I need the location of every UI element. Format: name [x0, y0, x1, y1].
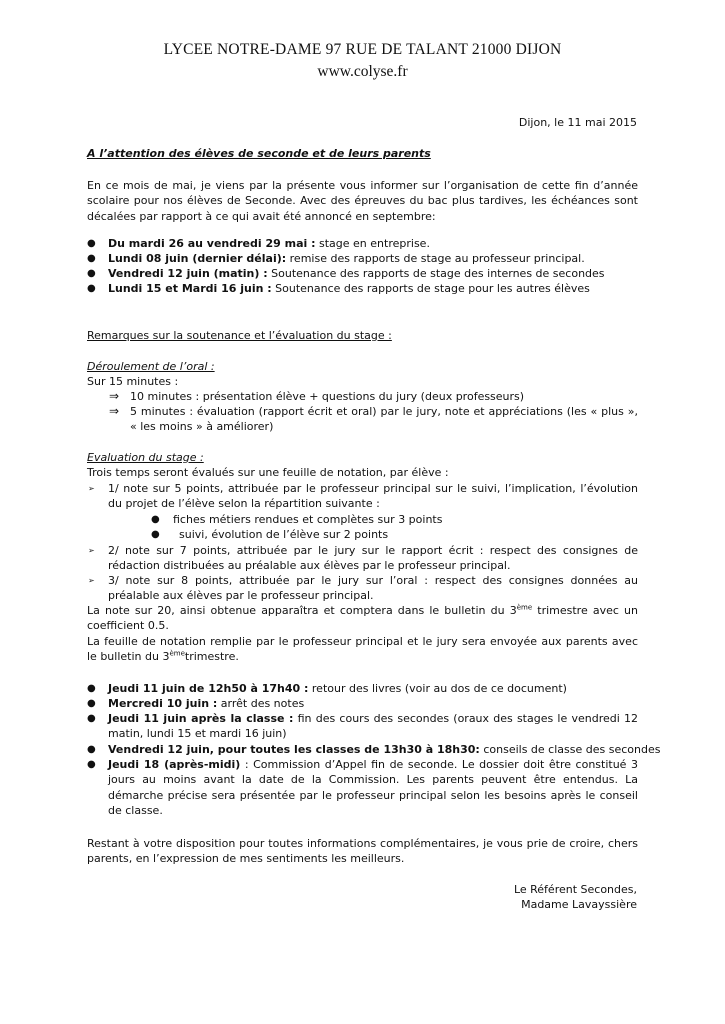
bullet-icon: ●: [87, 268, 96, 279]
bullet-icon: ●: [87, 713, 96, 724]
triangle-bullet-icon: ➢: [88, 484, 95, 493]
evaluation-item-1: 1/ note sur 5 points, attribuée par le professeur principal sur le suivi, l’implication, l’évolution du projet de l’élève selon la répartition suivante :: [108, 482, 638, 511]
list-item: Mercredi 10 juin : arrêt des notes: [108, 697, 305, 710]
list-item: Jeudi 11 juin après la classe : fin des cours des secondes (oraux des stages le vendredi 12 matin, lundi 15 et mardi 16 juin): [108, 712, 638, 741]
letter-subject: A l’attention des élèves de seconde et de leurs parents: [87, 147, 431, 160]
grade-sheet-note: La feuille de notation remplie par le professeur principal et le jury sera envoyée aux parents avec le bulletin du 3èmetrimestre.: [87, 635, 638, 664]
list-item: Du mardi 26 au vendredi 29 mai : stage en entreprise.: [108, 237, 430, 250]
bullet-icon: ●: [87, 253, 96, 264]
intro-paragraph: En ce mois de mai, je viens par la présente vous informer sur l’organisation de cette fin d’année scolaire pour nos élèves de Seconde. Avec des épreuves du bac plus tardives, les échéances sont décalées par rapport à ce qui avait été annoncé en septembre:: [87, 179, 638, 223]
list-item: Lundi 08 juin (dernier délai): remise des rapports de stage au professeur principal.: [108, 252, 585, 265]
bullet-icon: ●: [87, 683, 96, 694]
oral-item: 5 minutes : évaluation (rapport écrit et oral) par le jury, note et appréciations (les « plus », « les moins » à améliorer): [130, 405, 638, 434]
list-item: Jeudi 18 (après-midi) : Commission d’Appel fin de seconde. Le dossier doit être constitué 3 jours au moins avant la date de la Commission. Les parents peuvent être entendus. La démarche précise sera présentée par le professeur principal selon les besoins après le conseil de classe.: [108, 758, 638, 817]
bullet-icon: ●: [151, 514, 160, 525]
evaluation-heading: Evaluation du stage :: [87, 451, 204, 464]
arrow-right-icon: ⇒: [109, 389, 120, 403]
bullet-icon: ●: [151, 529, 160, 540]
list-item: Lundi 15 et Mardi 16 juin : Soutenance des rapports de stage pour les autres élèves: [108, 282, 590, 295]
list-item: Vendredi 12 juin, pour toutes les classes de 13h30 à 18h30: conseils de classe des secondes: [108, 743, 661, 756]
oral-duration: Sur 15 minutes :: [87, 375, 179, 388]
bullet-icon: ●: [87, 238, 96, 249]
bullet-icon: ●: [87, 283, 96, 294]
signature-title: Le Référent Secondes,: [513, 883, 637, 896]
bullet-icon: ●: [87, 744, 96, 755]
remarks-heading: Remarques sur la soutenance et l’évaluation du stage :: [87, 329, 392, 342]
bullet-icon: ●: [87, 698, 96, 709]
evaluation-item-2: 2/ note sur 7 points, attribuée par le jury sur le rapport écrit : respect des consignes de rédaction distribuées au préalable aux élèves par le professeur principal.: [108, 544, 638, 573]
letter-date: Dijon, le 11 mai 2015: [518, 116, 637, 129]
triangle-bullet-icon: ➢: [88, 546, 95, 555]
bullet-icon: ●: [87, 759, 96, 770]
closing-paragraph: Restant à votre disposition pour toutes informations complémentaires, je vous prie de croire, chers parents, en l’expression de mes sentiments les meilleurs.: [87, 837, 638, 866]
oral-heading: Déroulement de l’oral :: [87, 360, 215, 373]
signature-name: Madame Lavayssière: [521, 898, 637, 911]
grade-note: La note sur 20, ainsi obtenue apparaîtra et comptera dans le bulletin du 3ème trimestre avec un coefficient 0.5.: [87, 603, 638, 633]
triangle-bullet-icon: ➢: [88, 576, 95, 585]
list-item: Jeudi 11 juin de 12h50 à 17h40 : retour des livres (voir au dos de ce document): [108, 682, 567, 695]
evaluation-subitem: fiches métiers rendues et complètes sur 3 points: [173, 513, 443, 526]
arrow-right-icon: ⇒: [109, 404, 120, 418]
evaluation-item-3: 3/ note sur 8 points, attribuée par le jury sur l’oral : respect des consignes données au préalable aux élèves par le professeur principal.: [108, 574, 638, 603]
evaluation-subitem: suivi, évolution de l’élève sur 2 points: [179, 528, 389, 541]
list-item: Vendredi 12 juin (matin) : Soutenance des rapports de stage des internes de secondes: [108, 267, 605, 280]
oral-item: 10 minutes : présentation élève + questions du jury (deux professeurs): [130, 390, 525, 403]
school-website: www.colyse.fr: [317, 63, 408, 80]
school-header: LYCEE NOTRE-DAME 97 RUE DE TALANT 21000 DIJON: [163, 41, 562, 58]
evaluation-intro: Trois temps seront évalués sur une feuille de notation, par élève :: [87, 466, 449, 479]
